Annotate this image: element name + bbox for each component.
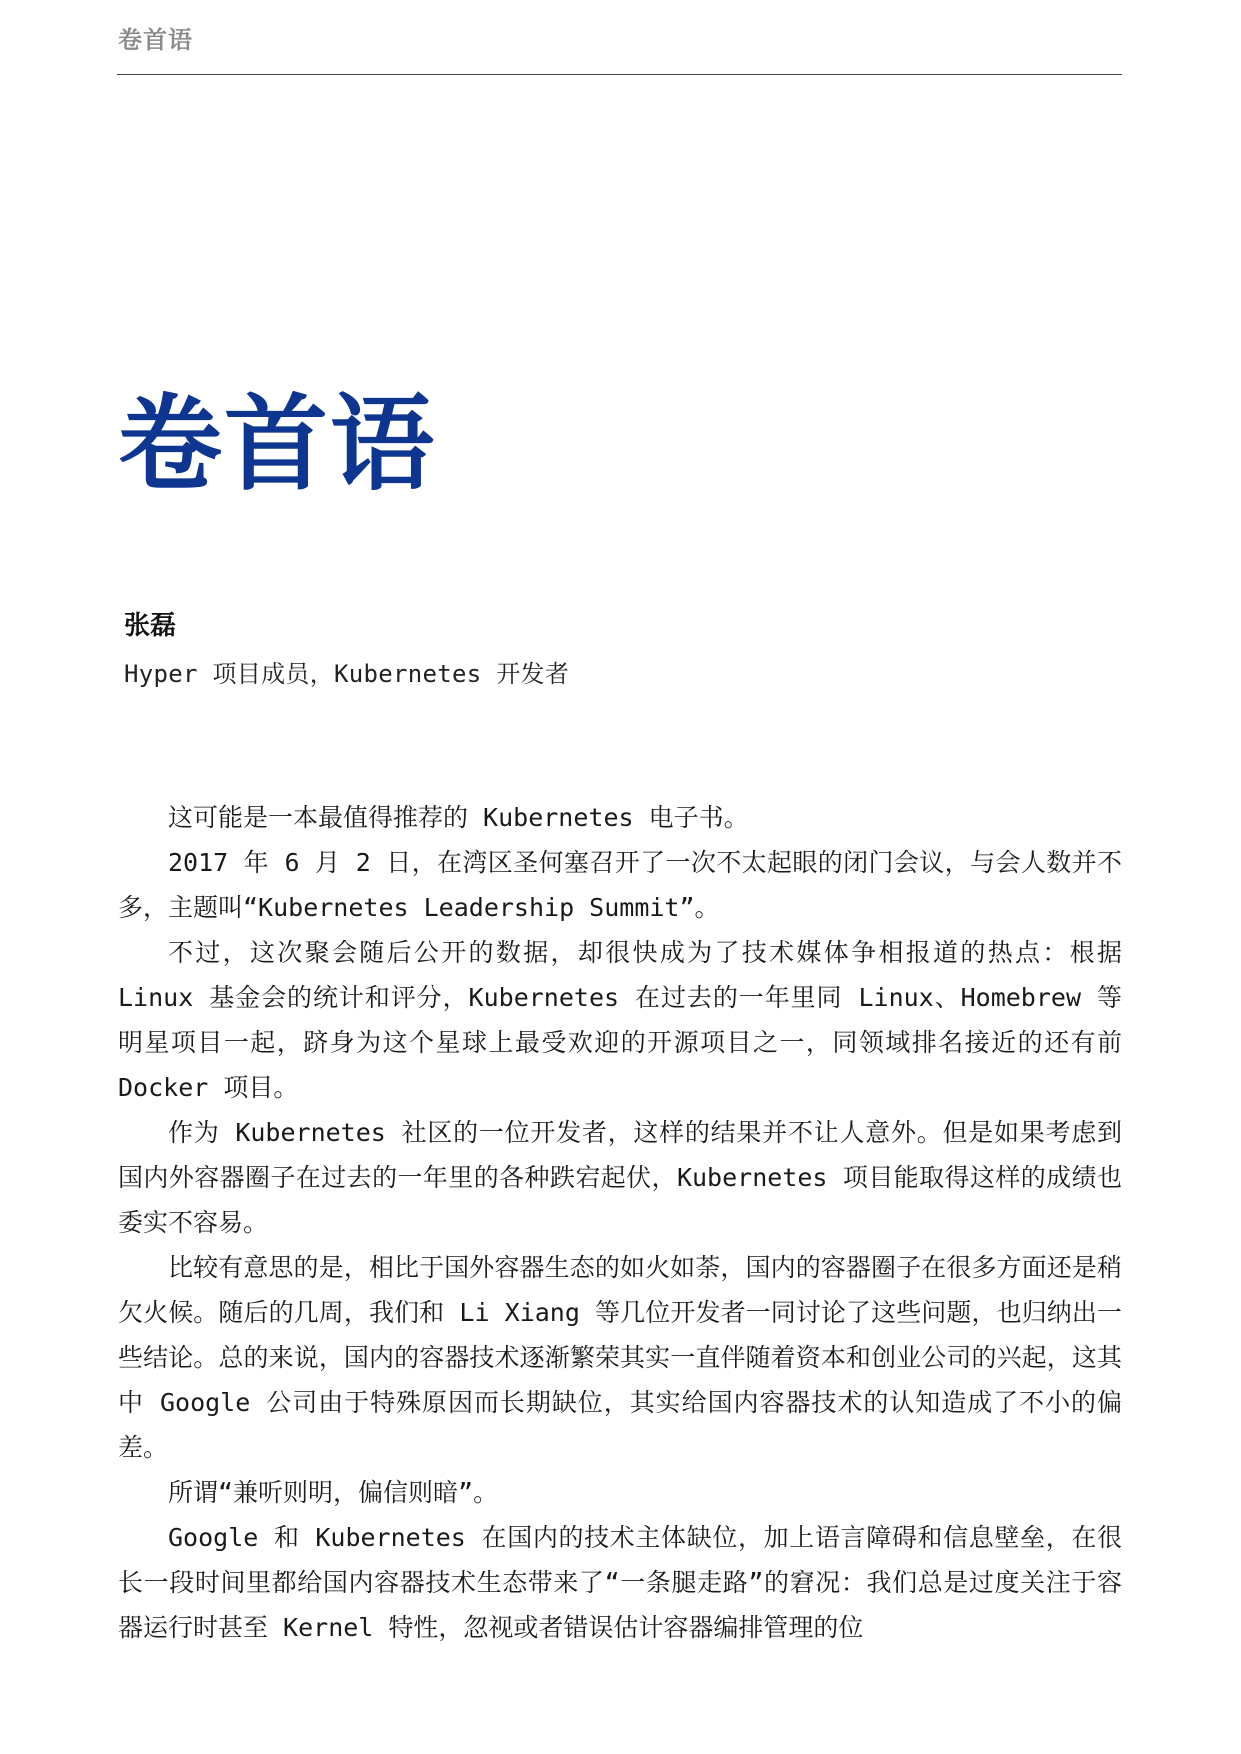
author-name: 张磊 <box>124 611 177 641</box>
paragraph-3: 不过，这次聚会随后公开的数据，却很快成为了技术媒体争相报道的热点：根据 Linux 基金会的统计和评分，Kubernetes 在过去的一年里同 Linux、Homebrew 等明星项目一起，跻身为这个星球上最受欢迎的开源项目之一，同领域排名接近的还有前 Docker 项目。 <box>118 938 1122 1102</box>
paragraph-5: 比较有意思的是，相比于国外容器生态的如火如荼，国内的容器圈子在很多方面还是稍欠火候。随后的几周，我们和 Li Xiang 等几位开发者一同讨论了这些问题，也归纳出一些结论。总的来说，国内的容器技术逐渐繁荣其实一直伴随着资本和创业公司的兴起，这其中 Google 公司由于特殊原因而长期缺位，其实给国内容器技术的认知造成了不小的偏差。 <box>118 1253 1122 1462</box>
running-head-title: 卷首语 <box>118 25 193 54</box>
paragraph-7: Google 和 Kubernetes 在国内的技术主体缺位，加上语言障碍和信息壁垒，在很长一段时间里都给国内容器技术生态带来了“一条腿走路”的窘况：我们总是过度关注于容器运行时甚至 Kernel 特性，忽视或者错误估计容器编排管理的位 <box>118 1523 1122 1642</box>
author-role: Hyper 项目成员，Kubernetes 开发者 <box>124 660 570 688</box>
header-divider <box>117 74 1122 75</box>
paragraph-2: 2017 年 6 月 2 日，在湾区圣何塞召开了一次不太起眼的闭门会议，与会人数并不多，主题叫“Kubernetes Leadership Summit”。 <box>118 848 1122 922</box>
chapter-title: 卷首语 <box>118 382 437 505</box>
paragraph-4: 作为 Kubernetes 社区的一位开发者，这样的结果并不让人意外。但是如果考虑到国内外容器圈子在过去的一年里的各种跌宕起伏，Kubernetes 项目能取得这样的成绩也委实不容易。 <box>118 1118 1122 1237</box>
body-text <box>118 795 1122 1650</box>
paragraph-6: 所谓“兼听则明，偏信则暗”。 <box>168 1478 499 1507</box>
paragraph-1: 这可能是一本最值得推荐的 Kubernetes 电子书。 <box>168 803 749 832</box>
